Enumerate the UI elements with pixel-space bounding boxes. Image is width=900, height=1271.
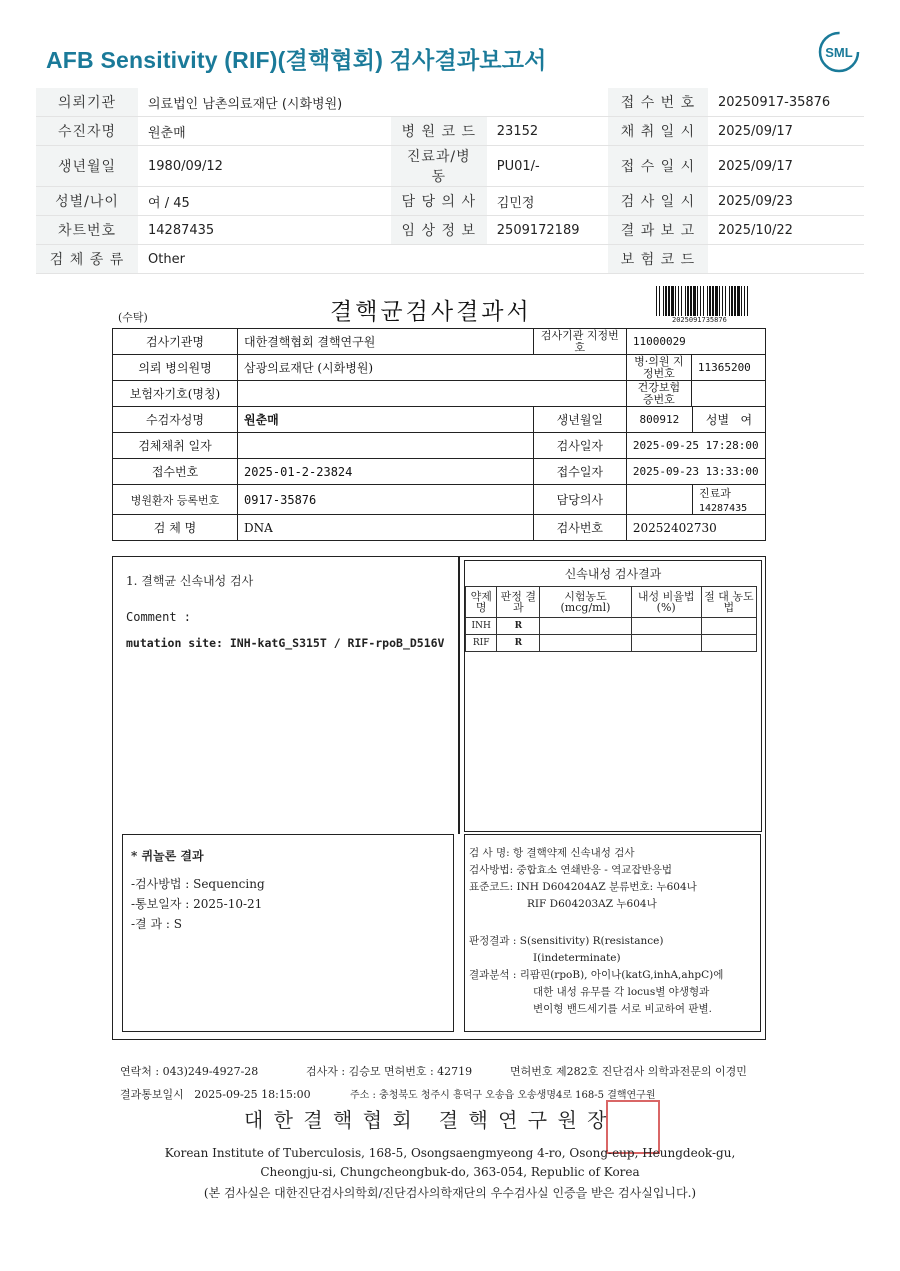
- quinolone-box: [122, 834, 454, 1032]
- note-l5: 판정결과 : S(sensitivity) R(resistance): [469, 935, 664, 947]
- barcode: [656, 286, 750, 316]
- header-label: 접 수 번 호: [608, 88, 708, 117]
- barcode-bar: [707, 286, 708, 316]
- header-value: 의료법인 남촌의료재단 (시화병원): [138, 88, 391, 117]
- header-label: 접 수 일 시: [608, 146, 708, 187]
- insurer-label: 보험자기호(명칭): [113, 381, 238, 407]
- header-label: 진료과/병동: [391, 146, 487, 187]
- barcode-bar: [703, 286, 704, 316]
- reg-no-label: 접수번호: [113, 459, 238, 485]
- report-title: AFB Sensitivity (RIF)(결핵협회) 검사결과보고서: [46, 47, 547, 73]
- barcode-bar: [725, 286, 726, 316]
- barcode-bar: [663, 286, 664, 316]
- sens-cell: [701, 635, 756, 652]
- exam-no: 20252402730: [626, 515, 765, 541]
- sex-cell: [693, 407, 766, 433]
- sens-row: [466, 635, 757, 652]
- header-label: 생년월일: [36, 146, 138, 187]
- sens-cell: [540, 635, 631, 652]
- req-code-label: 병·의원 지정번호: [626, 355, 691, 381]
- header-value: 2025/09/17: [708, 146, 864, 187]
- header-label: 병 원 코 드: [391, 117, 487, 146]
- lab-name-label: 검사기관명: [113, 329, 238, 355]
- right-heading: 신속내성 검사결과: [564, 567, 662, 581]
- sens-header-row: [466, 587, 757, 618]
- logo-text: SML: [825, 45, 853, 60]
- hosp-no-label: 병원환자 등록번호: [113, 485, 238, 515]
- doctor-label: 담당의사: [533, 485, 626, 515]
- barcode-bar: [737, 286, 740, 316]
- sml-logo: [816, 30, 862, 74]
- header-label: 의뢰기관: [36, 88, 138, 117]
- barcode-bar: [709, 286, 711, 316]
- notes-box: [464, 834, 761, 1032]
- barcode-bar: [729, 286, 730, 316]
- header-value: Other: [138, 245, 391, 274]
- sens-cell: [631, 635, 701, 652]
- barcode-bar: [690, 286, 692, 316]
- header-value: 23152: [487, 117, 608, 146]
- barcode-bar: [687, 286, 689, 316]
- header-label: 수진자명: [36, 117, 138, 146]
- birth-label: 생년월일: [533, 407, 626, 433]
- form-tag: (수탁): [118, 311, 148, 324]
- header-value: 2025/10/22: [708, 216, 864, 245]
- quinolone-date: -통보일자 : 2025-10-21: [131, 897, 263, 911]
- sens-col-header: 판정 결과: [497, 587, 540, 618]
- sex-label: 성별: [705, 413, 730, 427]
- recv-date-label: 접수일자: [533, 459, 626, 485]
- barcode-bar: [659, 286, 660, 316]
- barcode-bar: [685, 286, 686, 316]
- header-label: 보 험 코 드: [608, 245, 708, 274]
- barcode-bar: [665, 286, 667, 316]
- footer-license: 면허번호 제282호 진단검사 의학과전문의 이경민: [510, 1065, 747, 1078]
- header-value: [708, 245, 864, 274]
- sens-col-header: 시험농도 (mcg/ml): [540, 587, 631, 618]
- note-l9: 변이형 밴드세기를 서로 비교하여 판별.: [533, 1003, 712, 1015]
- sens-cell: [701, 618, 756, 635]
- header-value: 2509172189: [487, 216, 608, 245]
- dept: 14287435: [699, 503, 748, 514]
- footer-eng2: Cheongju-si, Chungcheongbuk-do, 363-054, Republic of Korea: [260, 1165, 640, 1179]
- barcode-bar: [747, 286, 748, 316]
- header-label: 임 상 정 보: [391, 216, 487, 245]
- barcode-bar: [697, 286, 698, 316]
- specimen-label: 검 체 명: [113, 515, 238, 541]
- birth: 800912: [626, 407, 692, 433]
- note-l4: RIF D604203AZ 누604나: [527, 898, 657, 910]
- exam-no-label: 검사번호: [533, 515, 626, 541]
- header-info-table: [36, 88, 864, 274]
- barcode-bar: [693, 286, 696, 316]
- header-label: 담 당 의 사: [391, 187, 487, 216]
- divider: [458, 556, 460, 834]
- barcode-bar: [700, 286, 701, 316]
- header-value: [487, 245, 608, 274]
- barcode-bar: [731, 286, 733, 316]
- header-value: 김민정: [487, 187, 608, 216]
- header-row: [36, 187, 864, 216]
- specimen: DNA: [238, 515, 534, 541]
- header-value: [487, 88, 608, 117]
- test-date-label: 검사일자: [533, 433, 626, 459]
- recv-date: 2025-09-23 13:33:00: [626, 459, 765, 485]
- note-l2: 검사방법: 중합효소 연쇄반응 - 역교잡반응법: [469, 864, 673, 876]
- header-value: 여 / 45: [138, 187, 391, 216]
- barcode-bar: [744, 286, 745, 316]
- req-label: 의뢰 병의원명: [113, 355, 238, 381]
- health-label: 건강보험 증번호: [626, 381, 691, 407]
- header-row: [36, 245, 864, 274]
- quinolone-method: -검사방법 : Sequencing: [131, 877, 265, 891]
- barcode-bar: [656, 286, 657, 316]
- left-panel: [118, 560, 454, 828]
- barcode-number: 2025091735876: [672, 316, 727, 324]
- left-heading: 1. 결핵균 신속내성 검사: [126, 574, 254, 588]
- header-value: PU01/-: [487, 146, 608, 187]
- barcode-bar: [668, 286, 670, 316]
- reg-no: 2025-01-2-23824: [238, 459, 534, 485]
- dept-label: 진료과: [699, 487, 731, 500]
- result-form: [112, 328, 766, 541]
- comment-label: Comment :: [126, 610, 192, 624]
- sens-col-header: 절 대 농도법: [701, 587, 756, 618]
- dept-cell: [693, 485, 766, 515]
- footer-eng1: Korean Institute of Tuberculosis, 168-5, Osongsaengmyeong 4-ro, Osong-eup, Heungdeok-gu,: [164, 1146, 736, 1160]
- header-row: [36, 216, 864, 245]
- header-row: [36, 88, 864, 117]
- header-label: 검 사 일 시: [608, 187, 708, 216]
- test-date: 2025-09-25 17:28:00: [626, 433, 765, 459]
- header-label: 차트번호: [36, 216, 138, 245]
- barcode-bar: [722, 286, 723, 316]
- mutation-site: mutation site: INH-katG_S315T / RIF-rpoB_D516V: [126, 636, 445, 650]
- header-value: 2025/09/23: [708, 187, 864, 216]
- req-name: 삼광의료재단 (시화병원): [238, 355, 627, 381]
- sens-cell: INH: [466, 618, 497, 635]
- patient-name: 원춘매: [238, 407, 534, 433]
- barcode-bar: [715, 286, 718, 316]
- header-label: [391, 245, 487, 274]
- header-row: [36, 146, 864, 187]
- sens-cell: [631, 618, 701, 635]
- sensitivity-table: [465, 586, 757, 652]
- req-code: 11365200: [691, 355, 765, 381]
- right-panel: [464, 560, 762, 832]
- lab-code-label: 검사기관 지정번호: [533, 329, 626, 355]
- barcode-bar: [678, 286, 679, 316]
- note-l6: I(indeterminate): [533, 952, 621, 964]
- footer-examiner: 검사자 : 김승모 면허번호 : 42719: [306, 1065, 473, 1078]
- barcode-bar: [681, 286, 682, 316]
- sens-cell: R: [497, 618, 540, 635]
- sex: 여: [740, 413, 753, 427]
- quinolone-heading: * 퀴놀론 결과: [131, 849, 204, 863]
- header-row: [36, 117, 864, 146]
- header-label: [391, 88, 487, 117]
- form-title: 결핵균검사결과서: [330, 299, 532, 325]
- barcode-bar: [671, 286, 674, 316]
- barcode-bar: [712, 286, 714, 316]
- footer-address: 주소 : 충청북도 청주시 흥덕구 오송읍 오송생명4로 168-5 결핵연구원: [350, 1090, 656, 1101]
- note-l3: 표준코드: INH D604204AZ 분류번호: 누604나: [469, 881, 697, 893]
- footer-contact: 연락처 : 043)249-4927-28: [120, 1065, 259, 1078]
- header-value: 원춘매: [138, 117, 391, 146]
- sens-row: [466, 618, 757, 635]
- sens-col-header: 약제명: [466, 587, 497, 618]
- header-value: 14287435: [138, 216, 391, 245]
- header-value: 20250917-35876: [708, 88, 864, 117]
- lab-code: 11000029: [626, 329, 765, 355]
- patient-label: 수검자성명: [113, 407, 238, 433]
- sens-col-header: 내성 비율법(%): [631, 587, 701, 618]
- note-l8: 대한 내성 유무를 각 locus별 야생형과: [533, 986, 710, 998]
- sens-cell: [540, 618, 631, 635]
- header-value: 2025/09/17: [708, 117, 864, 146]
- header-label: 채 취 일 시: [608, 117, 708, 146]
- sens-cell: R: [497, 635, 540, 652]
- sens-cell: RIF: [466, 635, 497, 652]
- quinolone-result: -결 과 : S: [131, 917, 182, 931]
- hosp-no: 0917-35876: [238, 485, 534, 515]
- lab-name: 대한결핵협회 결핵연구원: [238, 329, 534, 355]
- header-label: 결 과 보 고: [608, 216, 708, 245]
- barcode-bar: [719, 286, 720, 316]
- barcode-bar: [741, 286, 742, 316]
- barcode-bar: [734, 286, 736, 316]
- footer-cert: (본 검사실은 대한진단검사의학회/진단검사의학재단의 우수검사실 인증을 받은 검사실입니다.): [203, 1186, 697, 1200]
- note-l1: 검 사 명: 항 결핵약제 신속내성 검사: [469, 847, 635, 859]
- collect-label: 검체채취 일자: [113, 433, 238, 459]
- footer-report-time: 결과통보일시 2025-09-25 18:15:00: [120, 1088, 311, 1101]
- header-label: 검 체 종 류: [36, 245, 138, 274]
- barcode-bar: [675, 286, 676, 316]
- footer-institute: 대 한 결 핵 협 회 결 핵 연 구 원 장: [244, 1108, 609, 1132]
- header-label: 성별/나이: [36, 187, 138, 216]
- note-l7: 결과분석 : 리팜핀(rpoB), 아이나(katG,inhA,ahpC)에: [469, 969, 724, 981]
- header-value: 1980/09/12: [138, 146, 391, 187]
